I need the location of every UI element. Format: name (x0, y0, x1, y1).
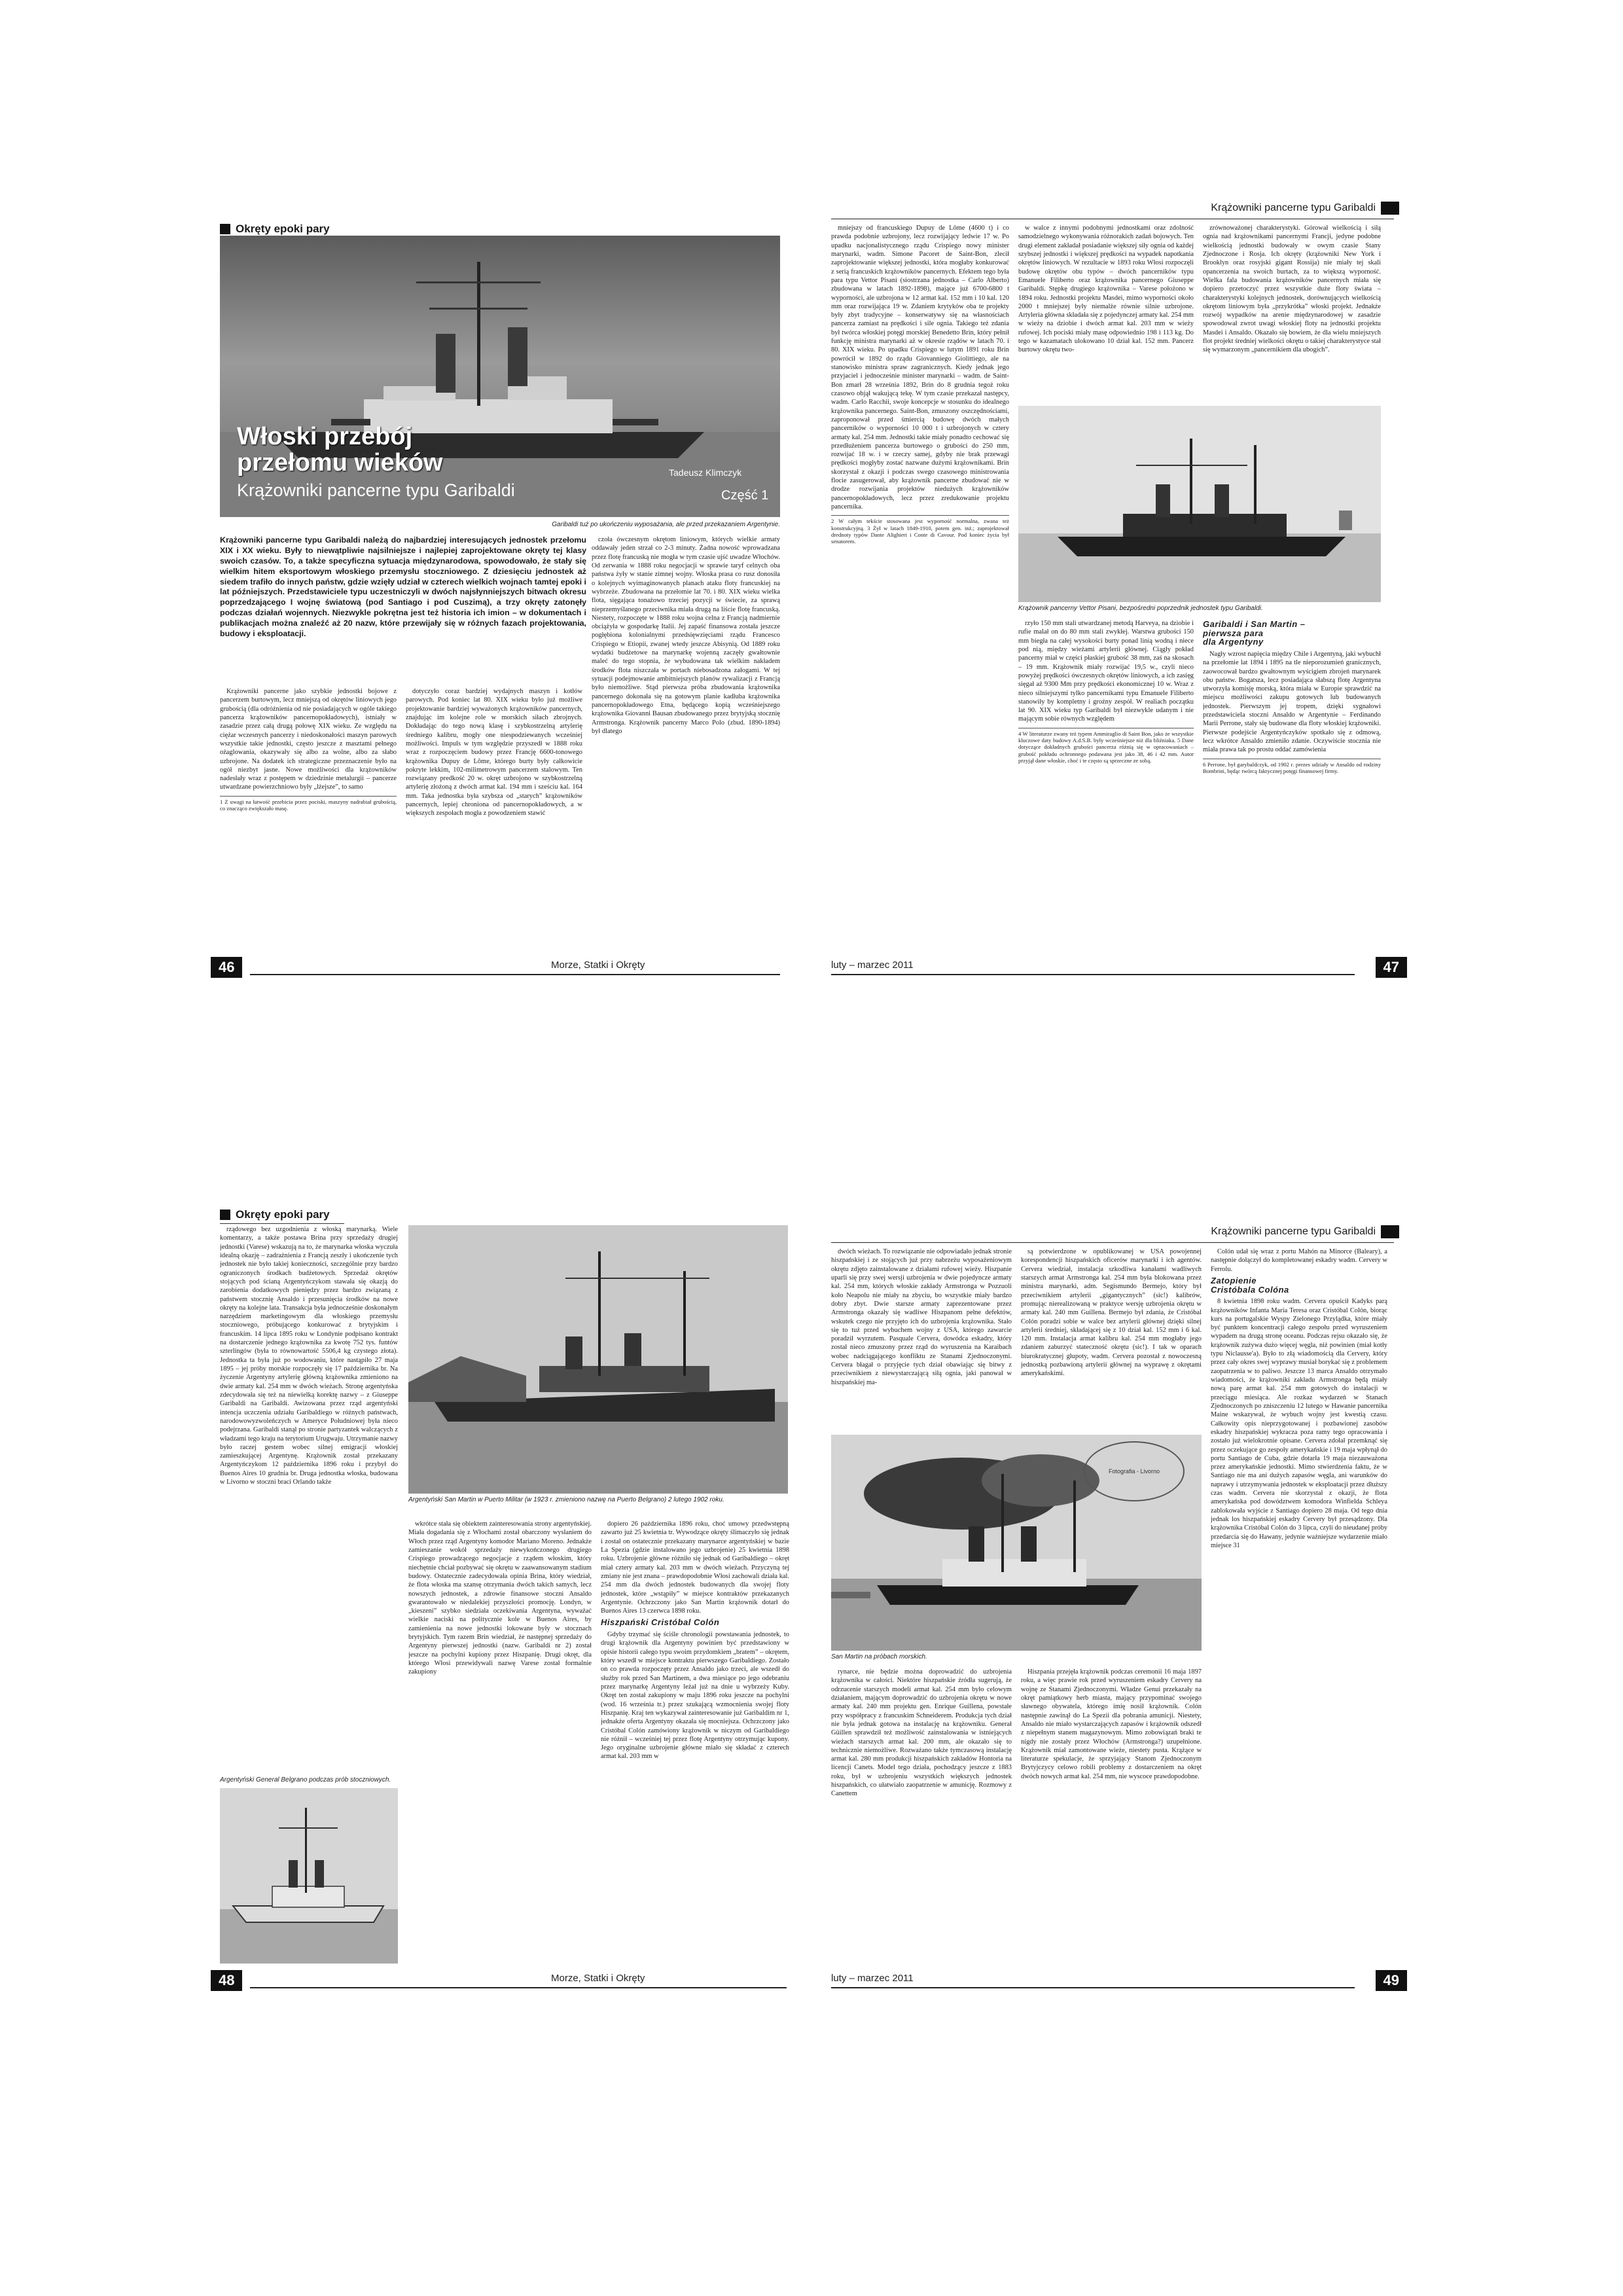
photo-caption: Argentyński General Belgrano podczas prób stoczniowych. (220, 1776, 391, 1784)
footer-issue: luty – marzec 2011 (831, 960, 914, 971)
page-number: 48 (211, 1970, 242, 1991)
body-column-2 (406, 687, 582, 949)
body-column-3 (1211, 1247, 1387, 1967)
running-head-text: Krążowniki pancerne typu Garibaldi (1211, 1226, 1376, 1237)
body-column-2b (1018, 619, 1194, 960)
body-column-1 (831, 224, 1009, 950)
body-text: czoła ówczesnym okrętom liniowym, których wielkie armaty oddawały jeden strzał co 2-3 minuty. Żadna nowość wprowadzana przez flotę francuską nie mogła w tym czasie ujść uwadze Włochów. Od zerwania w 1888 roku negocjacji w sprawie taryf celnych oba państwa żyły w stanie zimnej wojny. Włoska prasa co rusz donosiła o kolejnych wyimaginowanych planach ataku floty francuskiej na wybrzeże. Zbudowana na przełomie lat 70. i 80. XIX wieku wielka flota, sięgająca tonażowo trzeciej pozycji w świecie, za sprawą nieprzemyślanego przeciwnika miała drugą na liście flotę francuską. Niestety, rozpoczęte w 1888 roku wojna celna z Francją nadmiernie obciążyła w gospodarkę Italii. Jej zapaść finansowa została jeszcze pogłębiona kolonialnymi przedsięwzięciami rządu Francesco Crispiego w Etiopii, zwanej wtedy jeszcze Abisynią. Od 1889 roku wydatki budżetowe na marynarkę wojenną zaczęły gwałtownie maleć do tego stopnia, że wybudowana tak wielkim nakładem środków flota niszczała w portach niebosadzona załogami. W tej sytuacji podejmowanie ambitniejszych planów rywalizacji z Francją było niemożliwe. Stąd pierwsza próba zbudowania krążownika pancernego dokonała się na gotowym planie kadłuba krążownika pancernopokładowego Etna, będącego kopią wcześniejszego krążownika Giovanni Bausan zbudowanego przez brytyjską stocznię Armstronga. Krążownik pancerny Marco Polo (zbud. 1890-1894) był dlatego (592, 536, 780, 735)
title-line-2: przełomu wieków (237, 448, 443, 476)
footer-rule (831, 974, 1355, 975)
body-text: w walce z innymi podobnymi jednostkami oraz zdolność samodzielnego wykonywania różnorakich zadań bojowych. Ten drugi element zakładał posiadanie większej siły ognia od każdej szybszej jednostki i większej prędkości na wypadek napotkania okrętów liniowych. W rezultacie w 1893 roku Włosi rozpoczęli budowę okrętów obu typów – dwóch pancerników typu Emanuele Filiberto oraz krążownika pancernego Giuseppe Garibaldi. Stępkę drugiego krążownika – Varese położono w 1894 roku. Jednostki projektu Masdei, mimo wyporności około 2000 t mniejszej były niemalże równie silnie uzbrojone. Artyleria główna składała się z pojedynczej armaty kal. 254 mm w wieży na dziobie i dwóch armat kal. 203 mm w wieży rufowej. Ich pociski miały masę odpowiednio 198 i 113 kg. Do tego w kazamatach ulokowano 10 dział kal. 152 mm. Pancerz burtowy okrętu two- (1018, 224, 1194, 354)
footnotes: 4 W literaturze zwany też typem Ammiraglio di Saint Bon, jako że wszystkie kluczowe daty budowy A.d.S.B. były wcześniejsze niż dla bliźniaka. 5 Dane dotyczące dokładnych grubości pancerza różnią się w opracowaniach – grubość pokładu ochronnego podawana jest jako 38, 46 i 42 mm. Autor przyjął dane włoskie, choć i te często są sprzeczne ze sobą. (1018, 728, 1194, 764)
title-line-1: Włoski przebój (237, 423, 413, 450)
body-column-2 (1021, 1247, 1202, 1429)
body-text: dotyczyło coraz bardziej wydajnych maszyn i kotłów parowych. Pod koniec lat 80. XIX wieku było już możliwe projektowanie bardziej wyważonych krążowników pancernych, znajdując im kolejne role w morskich siłach zbrojnych. Dokładając do tego nową klasę i szybkostrzelną artylerię średniego kalibru, mogły one niespodziewanych wcześniej możliwości. Impuls w tym względzie przyszedł w 1888 roku wraz z rozpoczęciem budowy przez Francję 6600-tonowego krążownika Dupuy de Lôme, którego burty były całkowicie pokryte lekkim, 102-milimetrowym pancerzem stalowym. Ten rozwiązany predkość 20 w. okręt uzbrojono w szybkostrzelną artylerię złożoną z dwóch armat kal. 194 mm i sześciu kal. 164 mm. Taka jednostka była szybsza od „starych” krążowników pancernych, lepiej chroniona od pancernopokładowych, a w większych zespołach mogła z powodzeniem stawić (406, 688, 582, 817)
body-column-2 (1018, 224, 1194, 401)
body-text: rządowego bez uzgodnienia z włoską marynarką. Wiele komentarzy, a także postawa Brina przy sprzedaży drugiej jednostki (Varese) wskazują na to, że marynarka włoska wyczuła idealną okazję – zadrażnienia z Francją zeszły i ukończenie tych jednostek nie było takiej konieczności, szczególnie przy bardzo ograniczonych środkach budżetowych. Sprzedaż okrętów stojących pod ścianą Argentyńczykom stawała się okazją do zarobienia dodatkowych pieniędzy przez bardzo związaną z państwem stocznię Ansaldo i przesunięcia środków na nowe okręty na kolejne lata. Transakcja była jednocześnie doskonałym narzędziem marketingowym dla włoskiego przemysłu stoczniowego, próbującego konkurować z brytyjskim i francuskim. 14 lipca 1895 roku w Londynie podpisano kontrakt na dostarczenie jednego krążownika za kwotę 752 tys. funtów szterlingów (była to równowartość 5506,4 kg czystego złota). Jednostka ta była już po wodowaniu, które nastąpiło 27 maja 1895 – jej próby morskie rozpoczęły się 17 października br. Na życzenie Argentyny artylerię główną krążownika zmieniono na dwie armaty kal. 254 mm w dwóch wieżach. Stronę argentyńska zdecydowała się też na niewielką korektę nazwy – z Giuseppe Garibaldi na Garibaldi. Awizowana przez rząd argentyński intencja uczczenia udziału Garibaldiego w różnych państwach, narodowowyzwoleńczych w Ameryce Południowej była nieco podejrzana. Garibaldi stanął po stronie partyzantek walczących z władzami tego kraju na terytorium Urugwaju. Utrzymanie nazwy było raczej gestem wobec silnej emigracji włoskiej zamieszkującej Argentynę. Krążownik został przekazany Argentyńczykom 12 października 1896 roku i przybył do Buenos Aires 10 grudnia br. Druga jednostka włoska, budowana w Livorno w stoczni braci Orlando także (220, 1226, 398, 1486)
body-column-2b (1021, 1668, 1202, 1969)
running-head-text: Krążowniki pancerne typu Garibaldi (1211, 202, 1376, 213)
footer-issue: luty – marzec 2011 (831, 1973, 914, 1984)
photo-caption: Argentyński San Martin w Puerto Militar (w 1923 r. zmieniono nazwę na Puerto Belgrano) 2 lutego 1902 roku. (408, 1496, 724, 1503)
page-47 (818, 190, 1407, 1028)
header-rule (831, 1242, 1394, 1243)
body-text: Krążowniki pancerne jako szybkie jednostki bojowe z pancerzem burtowym, lecz mniejszą od okrętów liniowych jego grubością (dla odróżnienia od nie posiadających w ogóle takiego pancerza krążowników pancernopokładowych), istniały w zasadzie przez całą drugą połowę XIX wieku. Ze względu na ciężar wczesnych pancerzy i niedoskonałości maszyn parowych wszystkie takie jednostki, często jeszcze z masztami pełnego ożaglowania, okazywały się albo za wolne, albo za słabo uzbrojone. Na dodatek ich strategiczne przeznaczenie było na ogół niezbyt jasne. Nowe możliwości dla krążowników nadesłały wraz z postępem w dziedzinie metalurgii – pancerze utwardzane powierzchniowo były „lżejsze”, to samo (220, 688, 397, 791)
running-head (1211, 1225, 1399, 1238)
body-column-1 (220, 1225, 398, 1774)
body-text: zrównoważonej charakterystyki. Górował wielkością i siłą ognia nad krążownikami pancernymi Francji, jedyne podobne wielkością jednostki budowały w owym czasie Stany Zjednoczone i Rosja. Ich okręty (krążowniki New York i Brooklyn oraz rosyjski gigant Rossija) nie miały tej skali opancerzenia na swoich burtach, za to większą wyporność. Wielka fala budowania krążowników pancernych miała się dopiero przetoczyć przez wszystkie duże floty świata – charakterystyki kolejnych jednostek, dorównujących wielkością okrętom liniowym była „przykrótka” włoski projekt. Jednakże rozwój wypadków na arenie międzynarodowej w zasadzie spowodował zwrot uwagi włoskiej floty na jednostki projektu Masdei i Ansaldo. Okazało się bowiem, że dla wielu mniejszych flot projekt średniej wielkości okrętu o takiej charakterystyce stał się wymarzonym „pancernikiem dla ubogich”. (1203, 224, 1381, 354)
body-text: rynarce, nie będzie można doprowadzić do uzbrojenia krążownika w całości. Niektóre hiszpańskie źródła sugerują, że odrzucenie starszych modeli armat kal. 254 mm było celowym działaniem, mającym doprowadzić do uzbrojenia okrętu w nowe armaty kal. 240 mm projektu gen. Enrique Guillena, powstałe przy współpracy z francuskim Schneiderem. Produkcja tych dział nie była jednak gotowa na instalację na krążowniku. Generał Güillen sprawdził też możliwość zainstalowania w istniejących wieżach starszych armat kal. 200 mm, ale okazało się to technicznie niemożliwe. Rozważano także tymczasową instalację armat kal. 280 mm produkcji hiszpańskich zakładów Hontoria na licencji Canets. Model tego działa, pochodzący jeszcze z 1883 roku, był w uzbrojeniu wszystkich większych jednostek hiszpańskich, co ułatwiało zaopatrzenie w amunicję. Rozmowy z Canettem (831, 1668, 1012, 1798)
body-column-1 (831, 1247, 1012, 1429)
subheading-line-2: pierwsza para (1203, 628, 1264, 638)
body-text: mniejszy od francuskiego Dupuy de Lôme (4600 t) i co prawda podobnie uzbrojony, lecz rozwijający ledwie 17 w. Po upadku nacjonalistycznego rządu Crispiego nowy minister marynarki, wadm. Simone Pacoret de Saint-Bon, zlecił zaprojektowanie większej jednostki, która mogłaby konkurować z serią francuskich krążowników pancernych. Efektem tego była para typu Vettor Pisani (siostrzana jednostka – Carlo Alberto) zbudowana w latach 1892-1898), mające już 6700-6800 t wyporności, ale uzbrojona w 12 armat kal. 152 mm i 10 kal. 120 mm oraz rozwijająca 19 w. Zdaniem krytyków oba te projekty były zbyt tradycyjne – konserwatywy się na własnościach pancerza zamiast na prędkości i sile ognia. Takiego też zdania był twórca włoskiej potęgi morskiej Benedetto Brin, który pełnił funkcję ministra marynarki aż w okresie rządów w latach 70. i 80. XIX wieku. Po upadku Crispiego w lutym 1891 roku Brin powrócił w 1892 do rządu Giovanniego Giolittiego, ale na stanowisko ministra spraw zagranicznych. Kiedy jednak jego przyjaciel i jednocześnie minister marynarki – wadm. de Saint-Bon zmarł 28 września 1892, Brin do 8 grudnia tegoż roku czasowo objął wakującą tekę. W tym czasie przekazał następcy, wadm. Carlo Racchii, swoje koncepcje w stosunku do idealnego krążownika pancernego. Saint-Bon, zmuszony oszczędnościami, zaproponował przed śmiercią budowę dwóch małych pancerników o wyporności 10 000 t i uzbrojonych w cztery armaty kal. 254 mm. Jednostki takie miały ponadto cechować się przedłużeniem pancerza burtowego o grubości do 250 mm, rozwijać 18 w. i w rzeczy samej, gdyby nie brak przewagi prędkości mogłyby zostać nazwane dużymi krążownikami. Brin skorzystał z okazji i podczas swego czasowego ministrowania flocie zasugerował, aby krążownik pancerne zbudować nie w drodze rozwijania projektów niedużych krążowników pancernopokładowych, lecz przez zredukowanie projektu pancernika. (831, 224, 1009, 511)
article-title (237, 424, 515, 501)
section-marker-icon (1381, 202, 1399, 215)
page-number: 47 (1376, 957, 1407, 978)
footnote: 1 Z uwagi na łatwość przebicia przez pociski, maszyny nadrabiał grubością, co znacząco zwiększało masę. (220, 796, 397, 812)
body-text: dwóch wieżach. To rozwiązanie nie odpowiadało jednak stronie hiszpańskiej i ze stojących już przy nabrzeżu wyposażeniowym okrętu zdjęto zainstalowane z działami rufowej wieży. Hiszpanie uparli się przy swej wersji uzbrojenia w dwie pojedyncze armaty kal. 254 mm, których włoskie zakłady Armstronga w Pozzuoli koło Neapolu nie miały na zbyciu, bo wszystkie miały bardzo dobry zbyt. Dwie starsze armaty zaprezentowane przez Armstronga okazały się wadliwe Hiszpanom pełne defektów, wskutek czego nie przyjęto ich do uzbrojenia krążownika. Stało się to tuż przed wybuchem wojny z USA, którego zawarcie poradził wyrzutem. Pasquale Cervera, dowódca eskadry, który został nieco zmuszony przez rząd do wyruszenia na Karaibach wobec nadciągającego konfliktu ze Stanami Zjednoczonymi. Cervera błagał o przyjęcie tych dział obawiając się bitwy z przeciwnikiem z niewystarczającą siłą ognia, jaki panował w hiszpańskiej ma- (831, 1248, 1012, 1386)
footer-rule (250, 974, 780, 975)
footer-rule (831, 1987, 1355, 1988)
body-column-3 (592, 535, 780, 949)
body-column-3 (601, 1520, 789, 1970)
footer-rule (250, 1987, 787, 1988)
section-marker-icon (220, 224, 230, 234)
body-column-1b (831, 1668, 1012, 1969)
photo-general-belgrano (220, 1788, 398, 1964)
body-text: 8 kwietnia 1898 roku wadm. Cervera opuścił Kadyks parą krążowników Infanta María Teresa oraz Cristóbal Colón, biorąc kurs na portugalskie Wyspy Zielonego Przylądka, które miały być punktem koncentracji całego zespołu przed wyruszeniem wypadem na drugą stronę oceanu. Podczas rejsu okazało się, że krążownik zużywa dużo więcej węgla, niż powinien (miał kotły typu Niclausse'a). Było to złą wiadomością dla Cervery, który przez cały okres swej wyprawy musiał borykać się z problemem zaopatrzenia w to paliwo. Jeszcze 13 marca Ansaldo otrzymało wiadomości, że krążowniki zakładu Armstronga będą miały nową parę armat kal. 254 mm gotowych do instalacji w przeciągu miesiąca. Ale rozkaz wydarzeń w Stanach Zjednoczonych po zniszczeniu 12 lutego w Hawanie pancernika Maine wskazywał, że wybuch wojny jest kwestią czasu. Całkowity opis nieprzygotowanej i pozbawionej zasobów eskadry hiszpańskiej wykracza poza ramy tego opracowania i zostało już wielokrotnie opisane. Cervera zdołał przemknąć się przez oczekujące go zespoły amerykańskie i 19 maja wpłynął do portu Santiago de Cuba, gdzie dotarła 19 maja niezauważona przez amerykańskie jednostki. Mimo stwierdzenia faktu, że w Santiago nie ma ani dużych zapasów węgla, ani warunków do naprawy i utrzymywania jednostek w eksploatacji przez dłuższy czas wadm. Cervera nie skorzystał z okazji, że flota amerykańska pod dowództwem komodora Winfielda Schleya zablokowała wyjście z Santiago dopiero 28 maja. Od tego dnia jednak los hiszpańskiej eskadry Cervery był przesądzony. Dla krążownika Cristóbal Colón do 3 lipca, czyli do nieudanej próby przedarcia się do Hawany, jedynie ważniejsze wydarzenie miało miejsce 31 (1211, 1298, 1387, 1549)
page-number: 49 (1376, 1970, 1407, 1991)
body-column-3b (1203, 619, 1381, 960)
photo-vettor-pisani (1018, 406, 1381, 602)
subheading-line-2: Cristóbala Colóna (1211, 1284, 1289, 1295)
photo-caption: Krążownik pancerny Vettor Pisani, bezpośredni poprzednik jednostek typu Garibaldi. (1018, 605, 1263, 612)
section-label: Okręty epoki pary (236, 223, 330, 235)
body-text: rzyło 150 mm stali utwardzanej metodą Harveya, na dziobie i rufie malał on do 80 mm stali zwykłej. Warstwa grubości 150 mm biegła na całej wysokości burty ponad linią wodną i niece pod nią, między wieżami artylerii głównej. Ciągły pokład pancerny miał w części płaskiej grubość 38 mm, zaś na skosach – 19 mm. Krążownik miały rozwijać 19,5 w., czyli nieco powyżej prędkości ówczesnych okrętów liniowych, a ich zasięg sięgał aż 9300 Mm przy prędkości ekonomicznej 10 w. Wraz z nieco silniejszymi tylko pancernikami typu Emanuele Filiberto stanowiły by kompletny i groźny zespół. W realiach początku lat 90. XIX wieku typ Garibaldi był niezwykle udanym i nie mającym sobie równych względem (1018, 620, 1194, 723)
title-subtitle: Krążowniki pancerne typu Garibaldi (237, 480, 515, 500)
subheading-line-1: Garibaldi i San Martin – (1203, 619, 1306, 629)
running-head (1211, 202, 1399, 215)
page-49 (818, 1193, 1407, 2030)
photo-caption: Garibaldi tuż po ukończeniu wyposażania, ale przed przekazaniem Argentynie. (552, 521, 780, 528)
author-name: Tadeusz Klimczyk (669, 467, 742, 478)
body-text: Gdyby trzymać się ściśle chronologii powstawania jednostek, to drugi krążownik dla Argentyny powinien być przedstawiony w opisie historii całego typu swoim przydomkiem „bratem” – okrętem, który wszedł w miejsce kontraktu pierwszego Garibaldiego. Zostało on co prawda rozpoczęty przez Ansaldo jako trzeci, ale wszedł do służby rok przed San Martinem, a dwa miesiące po jego odebraniu przez marynarkę Argentyny leżał już na dnie u wybrzeży Kuby. Okręt ten został zakupiony w maju 1896 roku jeszcze na pochylni (wod. 16 września tr.) przez szukającą wzmocnienia swojej floty Hiszpanię. Kraj ten wykazywał zainteresowanie już Garibaldim nr 1, jednakże oferta Argentyny okazała się mocniejsza. Ochrzczony jako Cristóbal Colón zamówiony krążownik w niczym od Garibaldiego nie różnił – wcześniej tej przez flotę Argentyny otrzymując kupony. Jego oryginalne uzbrojenie główne miało się składać z czterech armat kal. 203 mm w (601, 1631, 789, 1761)
photographer-stamp (1084, 1441, 1185, 1501)
body-column-3 (1203, 224, 1381, 401)
section-marker-icon (1381, 1225, 1399, 1238)
body-text: dopiero 26 października 1896 roku, choć umowy przedwstępną zawarto już 25 kwietnia tr. Wywodzące okręty ślimaczyło się jednak i został on ostatecznie przekazany marynarce argentyńskiej w bazie La Spezia (gdzie instalowano jego uzbrojenie) 25 kwietnia 1898 roku. Uzbrojenie główne różniło się jednak od Garibaldiego – okręt miał cztery armaty kal. 203 mm w dwóch wieżach. Przyczyną tej zmiany nie jest znana – prawdopodobnie Włosi zachowali działa kal. 254 mm dla dwóch jednostek budowanych dla swojej floty jednostek, które „wstąpiły” w miejsce kontraktów przekazanych Argentynie. Ochrzczony jako San Martin krążownik dotarł do Buenos Aires 13 czerwca 1898 roku. (601, 1520, 789, 1615)
body-text: Nagły wzrost napięcia między Chile i Argentyną, jaki wybuchł na przełomie lat 1894 i 1895 na tle nieporozumień granicznych, zaowocował bardzo gwałtownym wyścigiem zbrojeń marynarek obu państw. Bogatsza, lecz posiadająca słabszą flotę Argentyna utworzyła komisję morską, która miała w Europie sprawdzić na miejscu możliwości zakupu gotowych lub budowanych jednostek. Pierwszym jej tropem, dzięki sygnałowi przedstawiciela stoczni Ansaldo w Argentynie – Ferdinando Marii Perrone, stały się budowane dla floty włoskiej krążowniki. Pierwsze podejście Argentyńczyków spotkało się z odmową, lecz wkrótce Ansaldo zmieniło zdanie. Oczywiście stocznia nie miała prawa tak po prostu oddać zamówienia (1203, 650, 1381, 754)
footnotes: 6 Perrone, był garybaldczyk, od 1902 r. prezes udziały w Ansaldo od rodziny Bombrini, będąc twórcą faktycznej potęgi finansowej firmy. (1203, 759, 1381, 775)
photo-san-martin-puerto-militar (408, 1225, 788, 1494)
body-column-1 (220, 687, 397, 949)
body-text: wkrótce stała się obiektem zainteresowania strony argentyńskiej. Miała dogadania się z Włochami został obarczony wysłaniem do Włoch przez rząd Argentyny komodor Mariano Moreno. Jednakże zamieszanie wokół sprzedaży niewykończonego drugiego Crispiego prowadzącego negocjacje z rządem włoskim, który niechętnie chciał pozbywać się okrętu w zaawansowanym stadium budowy. Ostatecznie zadecydowała opinia Brina, który wiedział, że flota włoska ma szansę otrzymania dwóch takich samych, lecz nowszych jednostek, a zdrowie finansowe stoczni Ansaldo gwarantowało w niedalekiej przyszłości promocję. Londyn, w „kieszeni” szybko siedziała oczekiwania Argentyna, wyważać wielkie naciski na politycznie kole w Buenos Aires, by zamienienia na nowe jednostki lokowane były w stocznach brytyjskich. Tym razem Brin wiedział, że następnej sprzedaży do Argentyny pierwszej jednostki (nazw. Garibaldi nr 2) został jeszcze na pochylni kupiony przez Hiszpanię. Drugi okręt, dla którego Włosi przewidywali nazwę Varese został formalnie zakupiony (408, 1520, 592, 1676)
body-text: są potwierdzone w opublikowanej w USA powojennej korespondencji hiszpańskich oficerów marynarki i ich agentów. Cervera wiedział, instalacja szkodliwa kanałami wadliwych starszych armat Armstronga kal. 254 mm była blokowana przez ministra marynarki, adm. Segismundo Bermejo, który był przeciwnikiem artylerii „gigantycznych” (sic!) kalibrów, promując nierealizowaną w praktyce wersję uzbrojenia okrętu w armaty kal. 240 mm Guillena. Bermejo był zdania, że Cristóbal Colón poradzi sobie w walce bez artylerii głównej dzięki silnej artylerii średniej, składającej się z 10 dział kal. 152 mm i 6 kal. 120 mm. Instalacja armat kalibru kal. 254 mm mogłaby jego zdaniem zaburzyć stateczność okrętu (sic!). I tak w oparach biurokratycznej głupoty, wadm. Cervera pozostał z nowoczesną jednostką pozbawioną artylerii głównej na wyprawę z okrętami amerykańskimi. (1021, 1248, 1202, 1378)
page-46 (211, 190, 800, 1028)
body-column-2 (408, 1520, 592, 1970)
footer-title: Morze, Statki i Okręty (551, 960, 645, 971)
page-48 (211, 1193, 800, 2030)
body-text: Colón udał się wraz z portu Mahón na Minorce (Baleary), a następnie dołączył do kompletowanej eskadry wadm. Cervery w Ferrolu. (1211, 1248, 1387, 1273)
section-marker-icon (220, 1210, 230, 1220)
footer-title: Morze, Statki i Okręty (551, 1973, 645, 1984)
footnotes: 2 W całym tekście stosowana jest wyporność normalna, zwana też konstrukcyjną. 3 Żył w latach 1849-1910, potem gen. inż.; zaprojektował drednoty typów Dante Alighieri i Conte di Cavour. Pod koniec życia był senatorem. (831, 515, 1009, 545)
body-text: Hiszpania przejęła krążownik podczas ceremonii 16 maja 1897 roku, a więc prawie rok przed wyruszeniem eskadry Cervery na wojnę ze Stanami Zjednoczonymi. Władze Genui przekazały na okręt pamiątkowy herb miasta, mający przypominać swojego sławnego obywatela, którego imię nosił krążownik. Colón następnie zawinął do La Spezii dla pobrania amunicji. Niestety, Ansaldo nie miało wystarczających zapasów i krążownik odszedł z niepełnym stanem magazynowym. Mimo zobowiązań braki te nigdy nie zostały przez Włochów (Armstronga?) uzupełnione. Krążownik miał zamontowane wieże, niestety pusta. Krążące w literaturze spekulacje, że sprzyjający Stanom Zjednoczonym Brytyjczycy celowo robili problemy z dostarczeniem na okręt dwóch nowych armat kal. 254 mm, nie wyscoce prawdopodobne. (1021, 1668, 1202, 1780)
subheading-line-3: dla Argentyny (1203, 637, 1264, 647)
subheading-line-1: Zatopienie (1211, 1275, 1257, 1285)
section-tag (220, 223, 330, 236)
section-tag (220, 1208, 330, 1221)
lead-paragraph: Krążowniki pancerne typu Garibaldi należą do najbardziej interesujących jednostek przełomu XIX i XX wieku. Były to niewątpliwie najsilniejsze i najlepiej zaprojektowane okręty tej klasy swoich czasów. To, a także specyficzna sytuacja międzynarodowa, spowodowało, że stały się wielkim hitem eksportowym włoskiego przemysłu stoczniowego. Z dziesięciu jednostek aż siedem trafiło do innych państw, gdzie wzięły udział w czterech wielkich wojnach tamtej epoki i lat późniejszych. Przedstawiciele typu uczestniczyli w dwóch najsłynniejszych bitwach okresu poprzedzającego I wojnę światową (pod Santiago i pod Cuszimą), a trzy okręty zatonęły podczas działań wojennych. Niezwykle pokrętna jest też historia ich imion – w dokumentach i publikacjach można znaleźć aż 20 nazw, które przewijały się w różnych fazach projektowania, budowy i eksploatacji. (220, 535, 586, 638)
photo-caption: San Martin na próbach morskich. (831, 1653, 927, 1660)
stamp-text: Fotografia - Livorno (1108, 1468, 1160, 1475)
part-number: Część 1 (721, 488, 769, 503)
section-label: Okręty epoki pary (236, 1208, 330, 1221)
subheading: Hiszpański Cristóbal Colón (601, 1617, 720, 1628)
page-number: 46 (211, 957, 242, 978)
